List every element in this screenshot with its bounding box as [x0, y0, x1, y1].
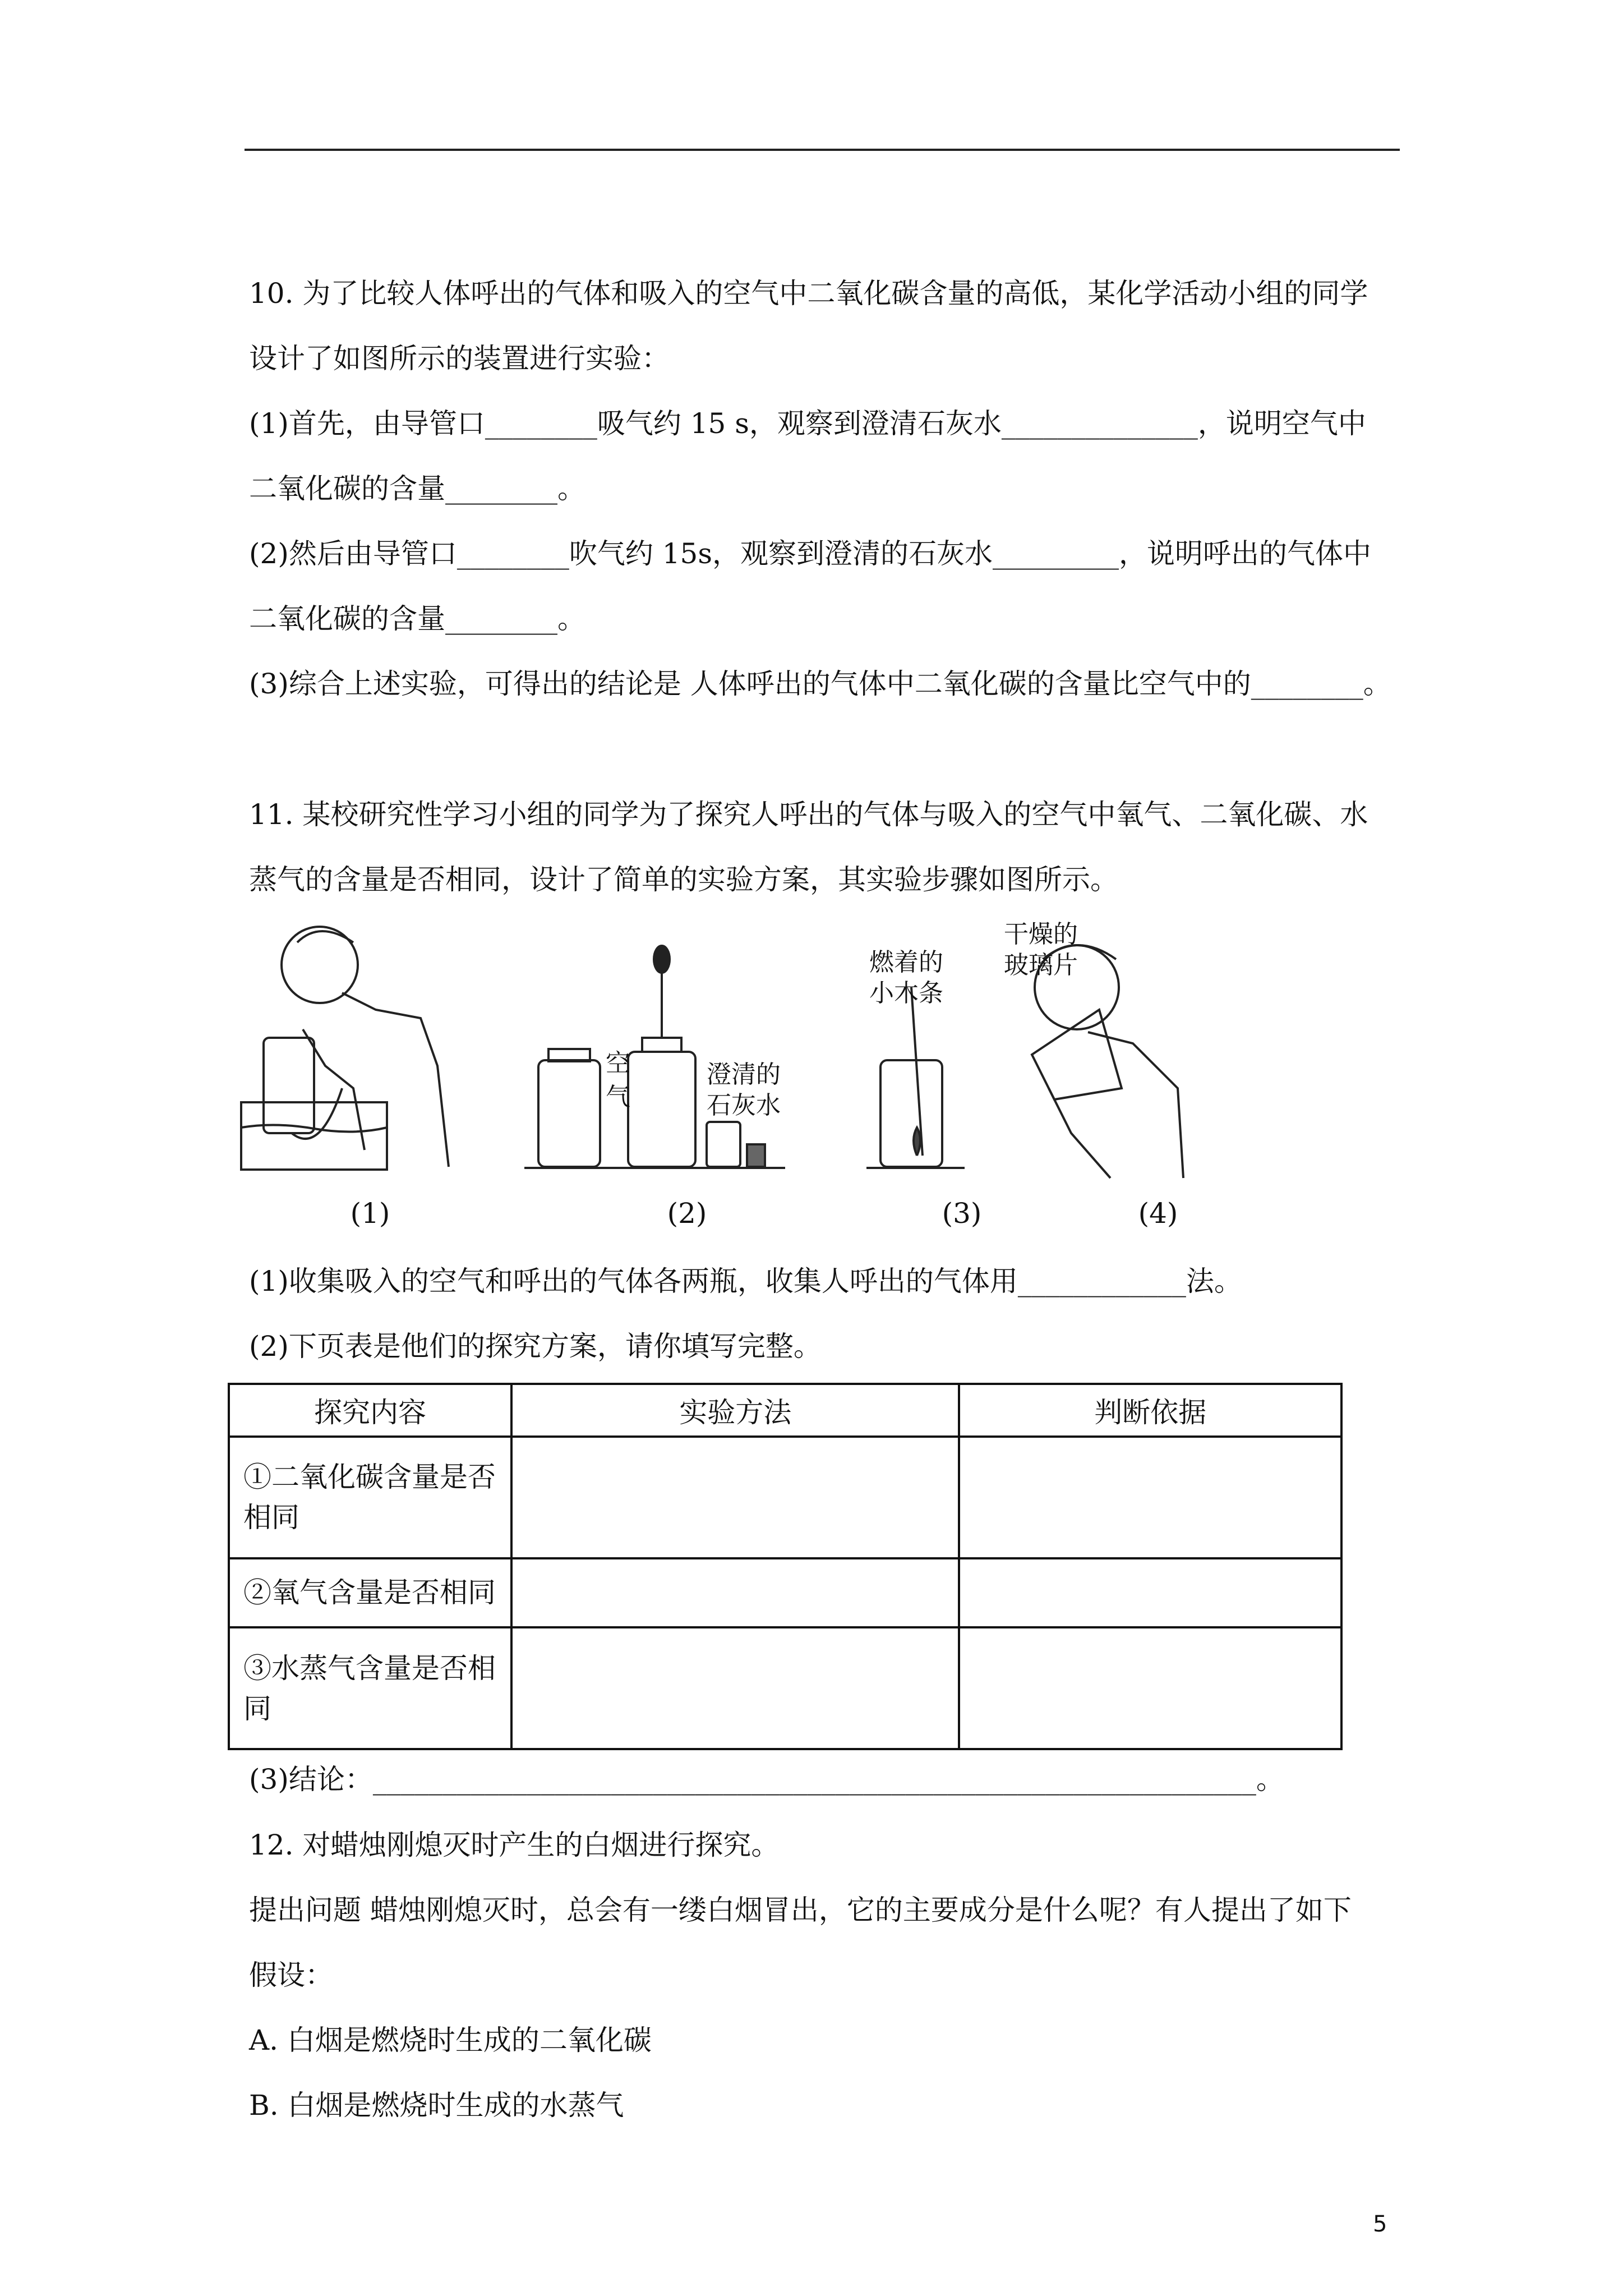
table-row	[229, 1437, 1341, 1558]
label-limewater-2: 石灰水	[707, 1091, 781, 1120]
q11-part3-conclusion: (3)结论：_______________________________________________________________。	[249, 1763, 1284, 1796]
table-cell-basis-answer[interactable]	[959, 1558, 1341, 1628]
table-header-row	[229, 1384, 1341, 1437]
table-header-method: 实验方法	[511, 1384, 959, 1437]
table-cell-topic: ③水蒸气含量是否相同	[229, 1627, 511, 1749]
table-cell-basis-answer[interactable]	[959, 1437, 1341, 1558]
q11-stem-line2: 蒸气的含量是否相同，设计了简单的实验方案，其实验步骤如图所示。	[249, 863, 1118, 896]
header-rule	[245, 149, 1400, 151]
panel-4-person-glass	[1032, 945, 1183, 1178]
q11-part1: (1)收集吸入的空气和呼出的气体各两瓶，收集人呼出的气体用____________法。	[249, 1265, 1242, 1297]
table-cell-topic: ①二氧化碳含量是否相同	[229, 1437, 511, 1558]
label-splint-2: 小木条	[869, 979, 943, 1007]
table-cell-basis-answer[interactable]	[959, 1627, 1341, 1749]
label-splint-1: 燃着的	[869, 948, 943, 977]
q10-part2-line1: (2)然后由导管口________吹气约 15s，观察到澄清的石灰水_________，说明呼出的气体中	[249, 537, 1371, 570]
caption-2: (2)	[667, 1197, 707, 1230]
label-limewater-1: 澄清的	[707, 1060, 781, 1089]
q12-question-line2: 假设：	[249, 1959, 333, 1991]
table-row	[229, 1627, 1341, 1749]
page-number: 5	[1373, 2211, 1387, 2237]
table-header-content: 探究内容	[229, 1384, 511, 1437]
q10-part1-line1: (1)首先，由导管口________吸气约 15 s，观察到澄清石灰水______________，说明空气中	[249, 407, 1366, 440]
q12-question-line1: 提出问题 蜡烛刚熄灭时，总会有一缕白烟冒出，它的主要成分是什么呢？有人提出了如下	[249, 1894, 1352, 1926]
table-header-basis: 判断依据	[959, 1384, 1341, 1437]
panel-3-burning-splint	[866, 987, 965, 1168]
experiment-figure	[236, 920, 1239, 1234]
q12-option-a: A. 白烟是燃烧时生成的二氧化碳	[249, 2024, 652, 2056]
q12-stem: 12. 对蜡烛刚熄灭时产生的白烟进行探究。	[249, 1829, 780, 1861]
table-cell-topic: ②氧气含量是否相同	[229, 1558, 511, 1628]
inquiry-plan-table	[228, 1383, 1343, 1750]
label-air-2: 气	[606, 1083, 630, 1111]
table-cell-method-answer[interactable]	[511, 1627, 959, 1749]
label-glass-1: 干燥的	[1004, 920, 1078, 949]
q11-stem-line1: 11. 某校研究性学习小组的同学为了探究人呼出的气体与吸入的空气中氧气、二氧化碳、水	[249, 798, 1368, 831]
q12-option-b: B. 白烟是燃烧时生成的水蒸气	[249, 2089, 624, 2122]
caption-4: (4)	[1138, 1197, 1178, 1230]
q10-stem-line2: 设计了如图所示的装置进行实验：	[249, 342, 670, 375]
table-cell-method-answer[interactable]	[511, 1437, 959, 1558]
table-row	[229, 1558, 1341, 1628]
q10-part2-line2: 二氧化碳的含量________。	[249, 602, 585, 635]
q10-part3-line1: (3)综合上述实验，可得出的结论是 人体呼出的气体中二氧化碳的含量比空气中的________。	[249, 668, 1391, 700]
q11-part2: (2)下页表是他们的探究方案，请你填写完整。	[249, 1330, 822, 1363]
table-cell-method-answer[interactable]	[511, 1558, 959, 1628]
panel-2-bottles	[524, 946, 785, 1168]
panel-1-person-collecting-gas	[241, 927, 449, 1170]
q10-part1-line2: 二氧化碳的含量________。	[249, 472, 585, 505]
label-glass-2: 玻璃片	[1004, 951, 1078, 979]
caption-3: (3)	[942, 1197, 982, 1230]
caption-1: (1)	[350, 1197, 390, 1230]
q10-stem-line1: 10. 为了比较人体呼出的气体和吸入的空气中二氧化碳含量的高低，某化学活动小组的同学	[249, 277, 1368, 310]
experiment-illustration	[236, 920, 1239, 1234]
label-air-1: 空	[606, 1049, 630, 1078]
